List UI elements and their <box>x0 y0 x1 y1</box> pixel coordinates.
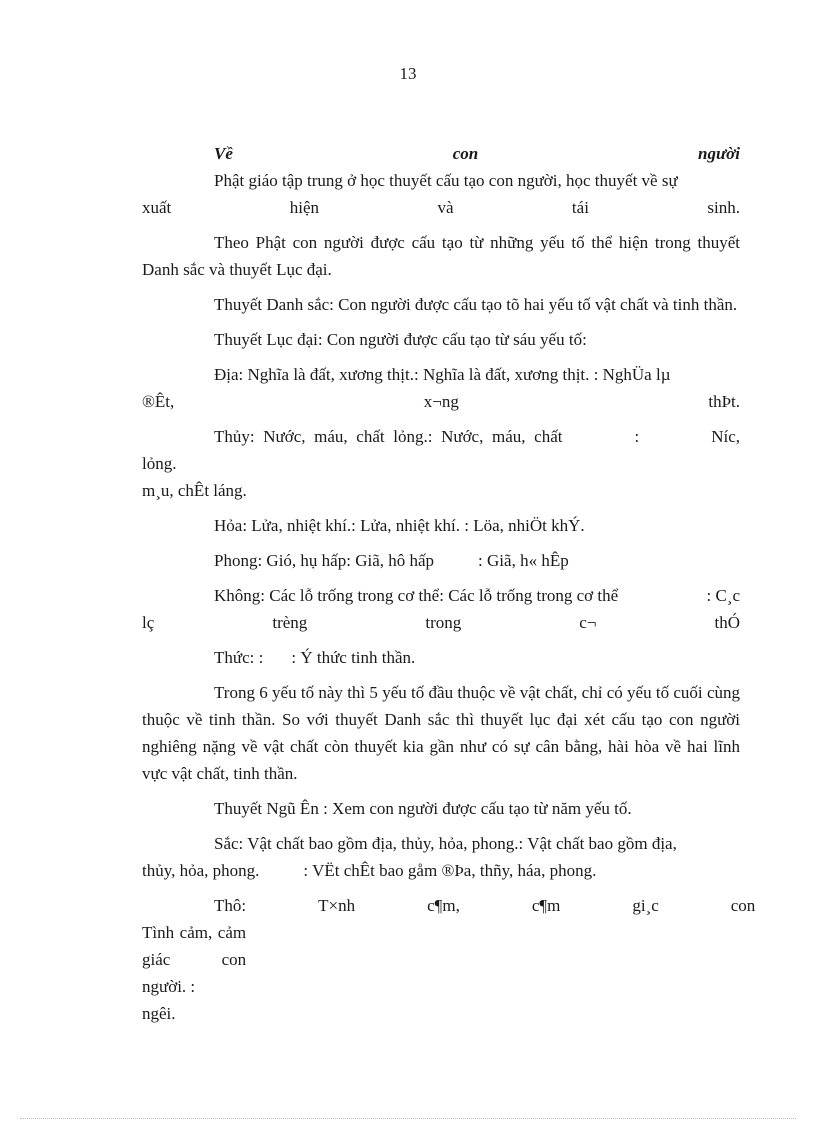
paragraph-line <box>142 609 740 636</box>
paragraph-line <box>142 857 740 884</box>
text-segment: : Ý thức tinh thần. <box>291 648 416 667</box>
paragraph-line: Sắc: Vật chất bao gồm địa, thủy, hỏa, phong.: Vật chất bao gồm địa, <box>214 834 677 853</box>
paragraph-sac <box>142 830 740 884</box>
text-segment: Thủy: Nước, máu, chất lỏng.: Nước, máu, chất lỏng. <box>142 427 563 473</box>
page-bottom-rule <box>20 1118 796 1119</box>
paragraph-khong <box>142 582 740 636</box>
text-segment: thủy, hỏa, phong. <box>142 861 260 880</box>
word: c¶m <box>531 896 561 915</box>
word: x¬ng <box>423 392 459 411</box>
paragraph-line <box>142 194 740 221</box>
word: ®Êt, <box>142 392 175 411</box>
paragraph-hoa: Hỏa: Lửa, nhiệt khí.: Lửa, nhiệt khí. : Löa, nhiÖt khÝ. <box>214 516 585 535</box>
text-segment: Không: Các lỗ trống trong cơ thể: Các lỗ trống trong cơ thể <box>214 586 619 605</box>
paragraph-intro <box>142 167 740 221</box>
text-segment: : C¸c <box>706 586 740 605</box>
paragraph-line: m¸u, chÊt láng. <box>142 481 247 500</box>
paragraph-line: Địa: Nghĩa là đất, xương thịt.: Nghĩa là đất, xương thịt. : NghÜa lµ <box>214 365 671 384</box>
word: c¬ <box>579 613 597 632</box>
paragraph-theo-phat: Theo Phật con người được cấu tạo từ những yếu tố thể hiện trong thuyết Danh sắc và thuyết Lục đại. <box>142 233 740 279</box>
text-segment: Thô: Tình cảm, cảm giác con người. : <box>142 896 247 996</box>
paragraph-danh-sac: Thuyết Danh sắc: Con người được cấu tạo tõ hai yếu tố vật chất và tinh thần. <box>214 295 738 314</box>
paragraph-ngu-uan: Thuyết Ngũ Ên : Xem con người được cấu tạo từ năm yếu tố. <box>214 799 632 818</box>
paragraph-line <box>142 388 740 415</box>
paragraph-line <box>142 582 740 609</box>
text-segment: : <box>634 427 640 446</box>
word: tái <box>571 198 589 217</box>
paragraph-dia <box>142 361 740 415</box>
word: trèng <box>272 613 308 632</box>
word: lç <box>142 613 155 632</box>
paragraph-line <box>142 892 756 1000</box>
paragraph-line <box>142 423 740 477</box>
paragraph-summary: Trong 6 yếu tố này thì 5 yếu tố đầu thuộc về vật chất, chỉ có yếu tố cuối cùng thuộc về tinh thần. So với thuyết Danh sắc thì thuyết lục đại xét cấu tạo con người nghiêng nặng về vật chất còn thuyết kia gần như có sự cân bằng, hài hòa về hai lĩnh vực vật chất, tinh thần. <box>142 683 740 783</box>
text-segment: Níc, <box>711 427 740 446</box>
word: thÓ <box>714 613 740 632</box>
word: thÞt. <box>708 392 740 411</box>
word: con <box>730 896 756 915</box>
paragraph-thuy <box>142 423 740 504</box>
paragraph-luc-dai: Thuyết Lục đại: Con người được cấu tạo từ sáu yếu tố: <box>214 330 587 349</box>
paragraph-phong <box>142 547 740 574</box>
word: xuất <box>142 198 172 217</box>
paragraph-line: Phật giáo tập trung ở học thuyết cấu tạo con người, học thuyết về sự <box>214 171 678 190</box>
page-number: 13 <box>399 64 417 83</box>
paragraph-thuc <box>142 644 740 671</box>
text-segment: : Giã, h« hÊp <box>478 551 569 570</box>
heading-word: người <box>697 144 740 163</box>
section-heading <box>214 140 740 167</box>
document-body <box>142 140 756 1035</box>
word: gi¸c <box>632 896 659 915</box>
word: và <box>437 198 454 217</box>
text-segment: : VËt chÊt bao gåm ®Þa, thñy, háa, phong. <box>303 861 597 880</box>
paragraph-line: ngêi. <box>142 1004 176 1023</box>
word: hiện <box>289 198 319 217</box>
word: trong <box>425 613 462 632</box>
paragraph-tho <box>142 892 756 1027</box>
heading-word: Về <box>214 144 233 163</box>
word: T×nh <box>318 896 356 915</box>
text-segment: Thức: : <box>214 648 264 667</box>
text-segment: Phong: Gió, hụ hấp: Giã, hô hấp <box>214 551 435 570</box>
word: c¶m, <box>427 896 460 915</box>
heading-word: con <box>452 144 479 163</box>
word: sinh. <box>707 198 740 217</box>
